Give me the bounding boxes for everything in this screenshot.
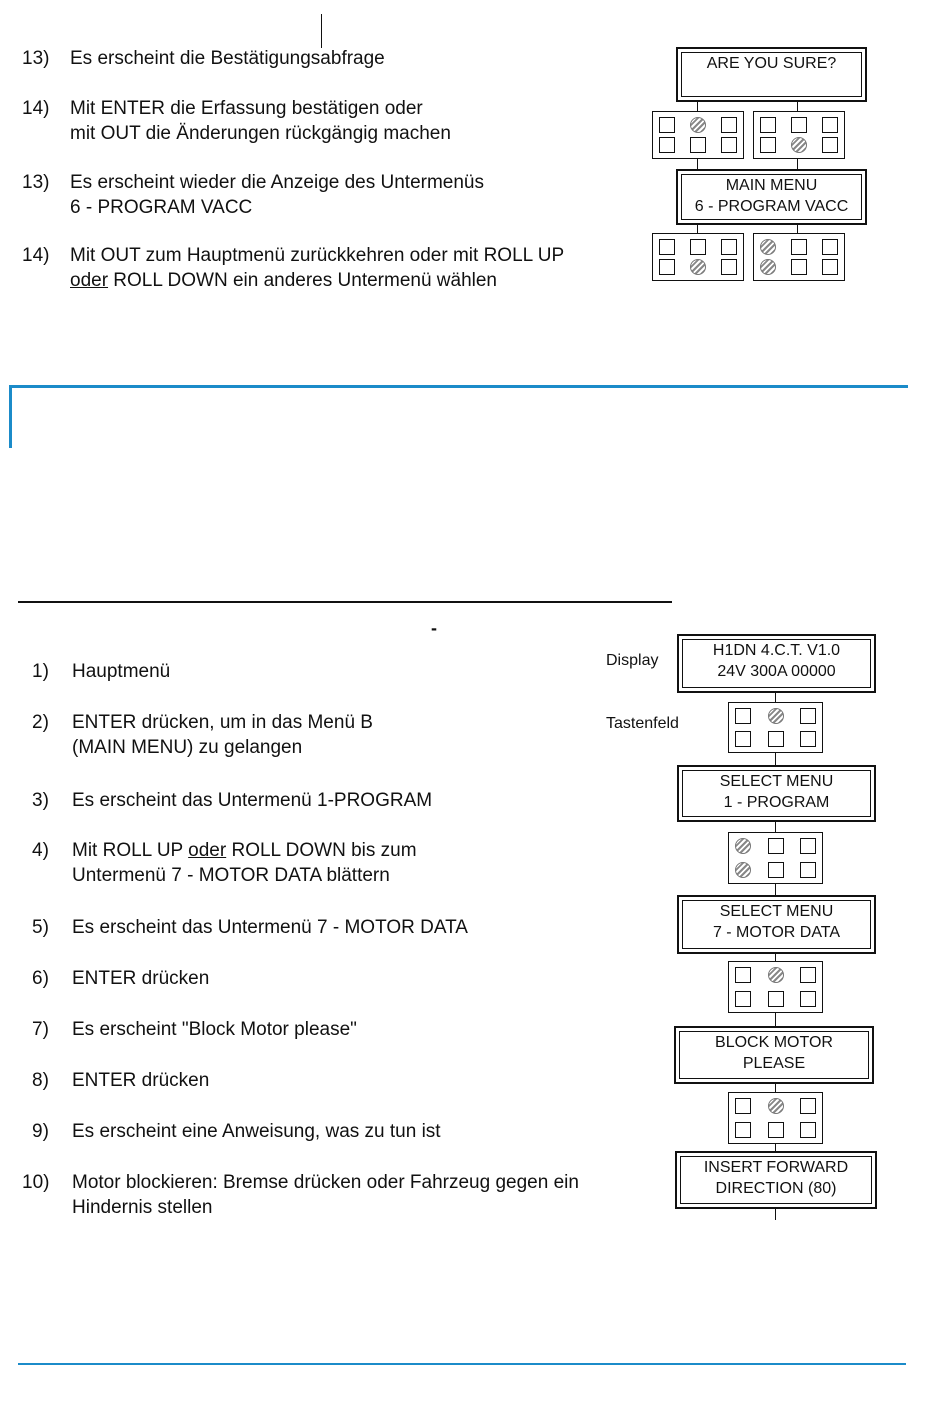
- pressed-key-icon: [735, 862, 751, 878]
- keypad: [728, 702, 823, 753]
- key-icon: [735, 708, 751, 724]
- key-icon: [800, 708, 816, 724]
- step-number: 13): [22, 48, 50, 69]
- key-icon: [659, 259, 675, 275]
- step-number: 13): [22, 172, 50, 193]
- keypad: [728, 1092, 823, 1144]
- step-text: mit OUT die Änderungen rückgängig machen: [70, 123, 451, 144]
- key-icon: [800, 1122, 816, 1138]
- step-text: ENTER drücken, um in das Menü B: [72, 712, 373, 733]
- key-icon: [768, 1122, 784, 1138]
- step-text: (MAIN MENU) zu gelangen: [72, 737, 303, 758]
- lcd-line: INSERT FORWARD: [703, 1159, 849, 1176]
- step-text: [70, 268, 497, 293]
- step-text: [72, 838, 417, 863]
- lcd-line: SELECT MENU: [719, 903, 834, 920]
- key-icon: [735, 967, 751, 983]
- keypad-label: Tastenfeld: [606, 715, 679, 732]
- step-number: 14): [22, 98, 50, 119]
- key-icon: [721, 117, 737, 133]
- key-icon: [760, 137, 776, 153]
- step-text: Es erscheint die Bestätigungsabfrage: [70, 48, 385, 69]
- step-number: 7): [32, 1019, 49, 1040]
- keypad: [652, 111, 744, 159]
- step-text: ENTER drücken: [72, 968, 210, 989]
- key-icon: [768, 838, 784, 854]
- keypad: [753, 111, 845, 159]
- key-icon: [721, 239, 737, 255]
- lcd-line: 24V 300A 00000: [717, 663, 836, 680]
- lcd-line: 1 - PROGRAM: [723, 794, 830, 811]
- key-icon: [760, 117, 776, 133]
- key-icon: [659, 239, 675, 255]
- section-divider-blue: [10, 385, 908, 388]
- key-icon: [735, 731, 751, 747]
- display-label: Display: [606, 652, 659, 669]
- key-icon: [721, 259, 737, 275]
- key-icon: [800, 862, 816, 878]
- underlined-word: oder: [70, 270, 109, 291]
- step-number: 1): [32, 661, 49, 682]
- lcd-line: PLEASE: [742, 1055, 806, 1072]
- lcd-display: [677, 765, 876, 822]
- lcd-line: SELECT MENU: [719, 773, 834, 790]
- step-number: 2): [32, 712, 49, 733]
- step-text: Es erscheint "Block Motor please": [72, 1019, 357, 1040]
- lcd-line: BLOCK MOTOR: [715, 1034, 833, 1051]
- connector-line: [797, 100, 798, 111]
- lcd-line: DIRECTION (80): [715, 1180, 837, 1197]
- step-text: Hauptmenü: [72, 661, 171, 682]
- heading-rule: [18, 601, 672, 603]
- connector-line: [697, 100, 698, 111]
- lcd-display: [677, 895, 876, 954]
- key-icon: [822, 239, 838, 255]
- key-icon: [791, 259, 807, 275]
- step-text: Mit OUT zum Hauptmenü zurückkehren oder mit ROLL UP: [70, 245, 565, 266]
- step-text: Hindernis stellen: [72, 1197, 213, 1218]
- step-number: 4): [32, 840, 49, 861]
- lcd-display: [676, 169, 867, 225]
- key-icon: [800, 838, 816, 854]
- step-text: Motor blockieren: Bremse drücken oder Fahrzeug gegen ein: [72, 1172, 579, 1193]
- key-icon: [822, 259, 838, 275]
- lcd-line: ARE YOU SURE?: [706, 55, 837, 72]
- key-icon: [735, 1098, 751, 1114]
- step-text-rest: ROLL DOWN ein anderes Untermenü wählen: [108, 270, 498, 291]
- step-number: 8): [32, 1070, 49, 1091]
- key-icon: [800, 1098, 816, 1114]
- lcd-line: 6 - PROGRAM VACC: [694, 198, 849, 215]
- step-text-part: Mit ROLL UP: [72, 840, 189, 861]
- key-icon: [659, 117, 675, 133]
- key-icon: [690, 239, 706, 255]
- connector-line: [697, 223, 698, 233]
- lcd-display: [675, 1151, 877, 1209]
- connector-line: [797, 223, 798, 233]
- underlined-word: oder: [188, 840, 227, 861]
- connector-line: [321, 14, 322, 48]
- key-icon: [735, 1122, 751, 1138]
- step-text: Mit ENTER die Erfassung bestätigen oder: [70, 98, 423, 119]
- step-number: 5): [32, 917, 49, 938]
- lcd-line: MAIN MENU: [725, 177, 818, 194]
- key-icon: [822, 137, 838, 153]
- connector-line: [697, 159, 698, 169]
- keypad: [652, 233, 744, 281]
- key-icon: [690, 137, 706, 153]
- lcd-display: [677, 634, 876, 693]
- lcd-line: H1DN 4.C.T. V1.0: [712, 642, 841, 659]
- step-text: Es erscheint eine Anweisung, was zu tun ist: [72, 1121, 441, 1142]
- lcd-display: [676, 47, 867, 102]
- lcd-line: 7 - MOTOR DATA: [712, 924, 841, 941]
- step-number: 10): [22, 1172, 50, 1193]
- key-icon: [791, 239, 807, 255]
- key-icon: [800, 967, 816, 983]
- step-number: 9): [32, 1121, 49, 1142]
- pressed-key-icon: [768, 967, 784, 983]
- lcd-display: [674, 1026, 874, 1084]
- pressed-key-icon: [760, 259, 776, 275]
- step-text: Es erscheint wieder die Anzeige des Untermenüs: [70, 172, 485, 193]
- pressed-key-icon: [735, 838, 751, 854]
- key-icon: [800, 991, 816, 1007]
- pressed-key-icon: [791, 137, 807, 153]
- step-text: Es erscheint das Untermenü 1-PROGRAM: [72, 790, 433, 811]
- section-divider-blue-vertical: [9, 385, 12, 448]
- step-text: 6 - PROGRAM VACC: [70, 197, 253, 218]
- key-icon: [721, 137, 737, 153]
- key-icon: [822, 117, 838, 133]
- pressed-key-icon: [690, 259, 706, 275]
- step-text: Es erscheint das Untermenü 7 - MOTOR DATA: [72, 917, 468, 938]
- connector-line: [797, 159, 798, 169]
- step-number: 6): [32, 968, 49, 989]
- heading-dash: -: [431, 618, 437, 638]
- key-icon: [768, 731, 784, 747]
- key-icon: [659, 137, 675, 153]
- key-icon: [791, 117, 807, 133]
- step-number: 14): [22, 245, 50, 266]
- pressed-key-icon: [768, 1098, 784, 1114]
- pressed-key-icon: [760, 239, 776, 255]
- keypad: [753, 233, 845, 281]
- pressed-key-icon: [768, 708, 784, 724]
- step-text: Untermenü 7 - MOTOR DATA blättern: [72, 865, 390, 886]
- step-text-part: ROLL DOWN bis zum: [226, 840, 417, 861]
- pressed-key-icon: [690, 117, 706, 133]
- keypad: [728, 832, 823, 884]
- step-text: ENTER drücken: [72, 1070, 210, 1091]
- key-icon: [800, 731, 816, 747]
- key-icon: [768, 862, 784, 878]
- keypad: [728, 961, 823, 1013]
- key-icon: [768, 991, 784, 1007]
- step-number: 3): [32, 790, 49, 811]
- footer-rule-blue: [18, 1363, 906, 1365]
- key-icon: [735, 991, 751, 1007]
